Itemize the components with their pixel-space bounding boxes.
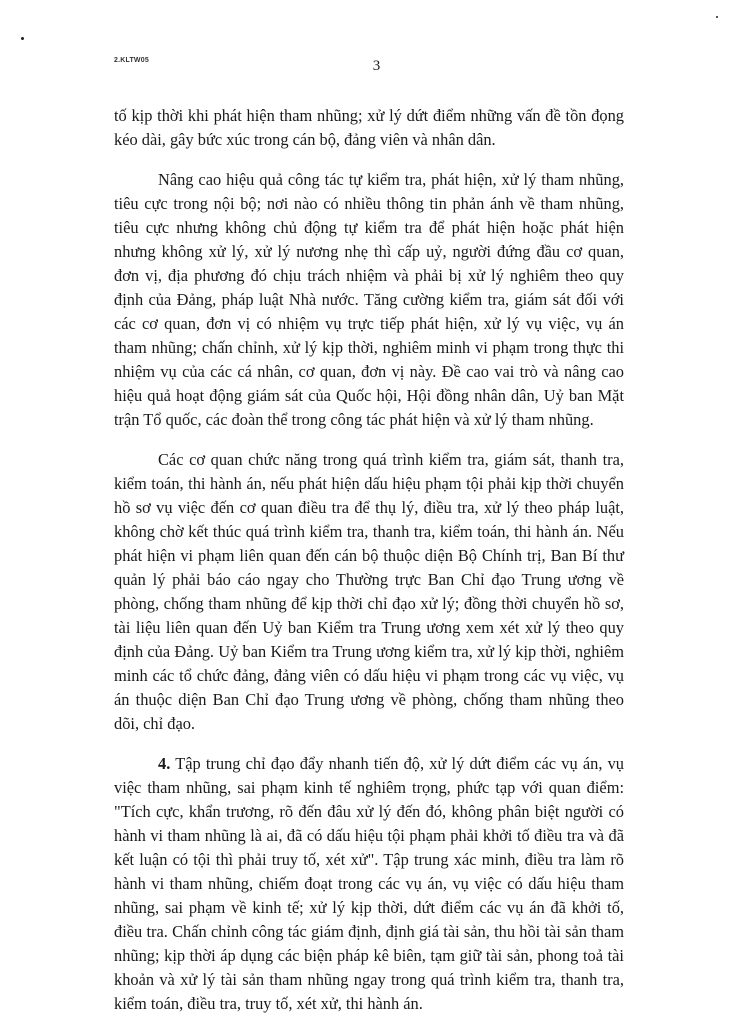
- document-body: [114, 104, 624, 1032]
- paragraph: tố kịp thời khi phát hiện tham nhũng; xử lý dứt điểm những vấn đề tồn đọng kéo dài, gây bức xúc trong cán bộ, đảng viên và nhân dân.: [114, 106, 624, 149]
- paragraph: Các cơ quan chức năng trong quá trình kiểm tra, giám sát, thanh tra, kiểm toán, thi hành án, nếu phát hiện dấu hiệu phạm tội phải kịp thời chuyển hồ sơ vụ việc đến cơ quan điều tra để thụ lý, điều tra, xử lý theo pháp luật, không chờ kết thúc quá trình kiểm tra, thanh tra, kiểm toán, thi hành án. Nếu phát hiện vi phạm liên quan đến cán bộ thuộc diện Bộ Chính trị, Ban Bí thư quản lý phải báo cáo ngay cho Thường trực Ban Chỉ đạo Trung ương về phòng, chống tham nhũng để kịp thời chỉ đạo xử lý; đồng thời chuyển hồ sơ, tài liệu liên quan đến Uỷ ban Kiểm tra Trung ương xem xét xử lý theo quy định của Đảng. Uỷ ban Kiểm tra Trung ương kiểm tra, xử lý kịp thời, nghiêm minh các tổ chức đảng, đảng viên có dấu hiệu vi phạm trong các vụ việc, vụ án thuộc diện Ban Chỉ đạo Trung ương về phòng, chống tham nhũng theo dõi, chỉ đạo.: [114, 450, 624, 733]
- page-number: 3: [372, 58, 381, 74]
- section-paragraph: [114, 752, 624, 1016]
- scan-speck: [716, 16, 718, 18]
- document-code: 2.KLTW05: [114, 57, 149, 64]
- paragraph-text: Tập trung chỉ đạo đẩy nhanh tiến độ, xử lý dứt điểm các vụ án, vụ việc tham nhũng, sai phạm kinh tế nghiêm trọng, phức tạp với quan điểm: "Tích cực, khẩn trương, rõ đến đâu xử lý đến đó, không phân biệt người có hành vi tham nhũng là ai, đã có dấu hiệu tội phạm phải khởi tố điều tra và đã kết luận có tội thì phải truy tố, xét xử". Tập trung xác minh, điều tra làm rõ hành vi tham nhũng, chiếm đoạt trong các vụ án, vụ việc có dấu hiệu tham nhũng, sai phạm về kinh tế; xử lý kịp thời, dứt điểm các vụ án đã khởi tố, điều tra. Chấn chỉnh công tác giám định, định giá tài sản, thu hồi tài sản tham nhũng; kịp thời áp dụng các biện pháp kê biên, tạm giữ tài sản, phong toả tài khoản và xử lý tài sản tham nhũng ngay trong quá trình kiểm tra, thanh tra, kiểm toán, điều tra, truy tố, xét xử, thi hành án.: [114, 754, 624, 1013]
- paragraph: Nâng cao hiệu quả công tác tự kiểm tra, phát hiện, xử lý tham nhũng, tiêu cực trong nội bộ; nơi nào có nhiều thông tin phản ánh về tham nhũng, tiêu cực nhưng không chủ động tự kiểm tra để phát hiện hoặc phát hiện nhưng không xử lý, xử lý nương nhẹ thì cấp uỷ, người đứng đầu cơ quan, đơn vị, địa phương đó chịu trách nhiệm và phải bị xử lý nghiêm theo quy định của Đảng, pháp luật Nhà nước. Tăng cường kiểm tra, giám sát đối với các cơ quan, đơn vị có nhiệm vụ trực tiếp phát hiện, xử lý vụ việc, vụ án tham nhũng; chấn chỉnh, xử lý kịp thời, nghiêm minh vi phạm trong thực thi nhiệm vụ của các cá nhân, cơ quan, đơn vị này. Đề cao vai trò và nâng cao hiệu quả hoạt động giám sát của Quốc hội, Hội đồng nhân dân, Uỷ ban Mặt trận Tổ quốc, các đoàn thể trong công tác phát hiện và xử lý tham nhũng.: [114, 170, 624, 429]
- scan-speck: [21, 37, 24, 40]
- section-number: 4.: [158, 754, 171, 773]
